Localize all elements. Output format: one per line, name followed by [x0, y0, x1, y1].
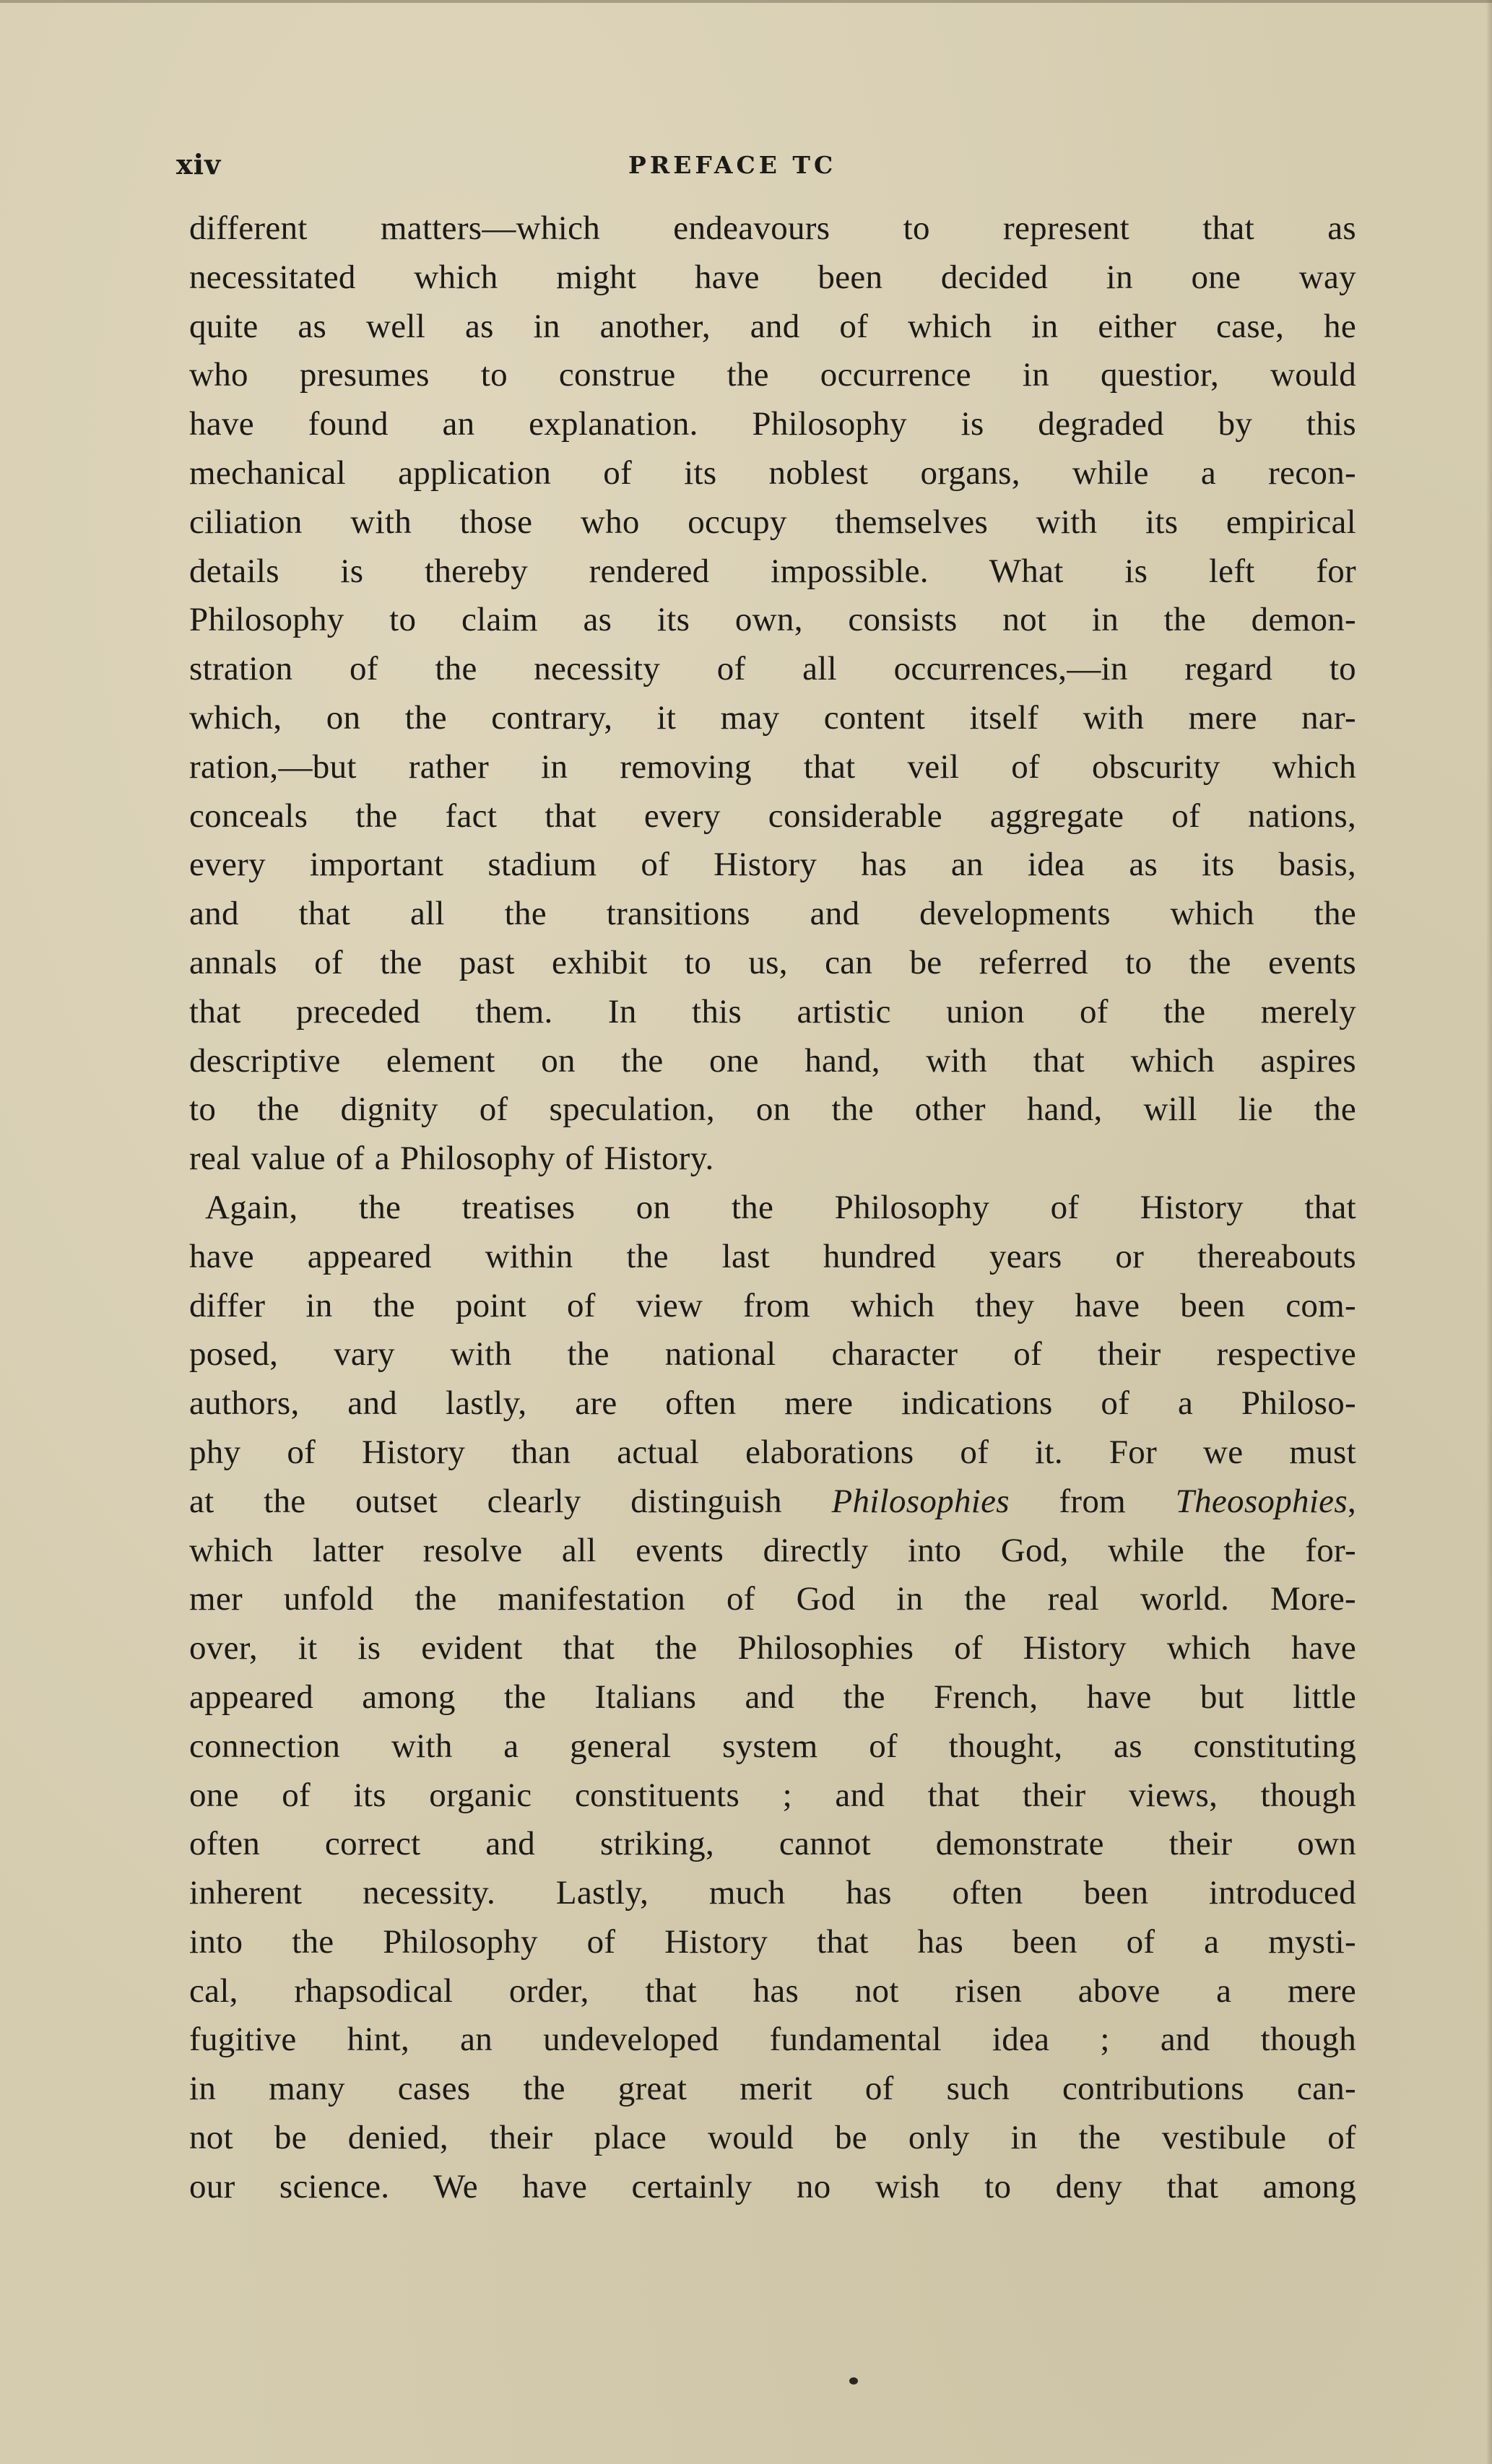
running-head [176, 148, 1361, 191]
text-line: Philosophy to claim as its own, consists not in the demon- [189, 601, 1356, 639]
running-head-title: PREFACE TC [628, 151, 837, 179]
text-segment: from [1009, 1482, 1176, 1520]
text-line: our science. We have certainly no wish to deny that among [189, 2167, 1356, 2205]
text-line: connection with a general system of thought, as constituting [189, 1727, 1356, 1765]
text-line: differ in the point of view from which they have been com- [189, 1286, 1356, 1324]
text-line: fugitive hint, an undeveloped fundamental idea ; and though [189, 2021, 1356, 2059]
text-line [189, 1478, 1356, 1527]
text-line: details is thereby rendered impossible. What is left for [189, 552, 1356, 590]
text-line: mer unfold the manifestation of God in the real world. More- [189, 1580, 1356, 1618]
text-segment: , [1347, 1482, 1356, 1520]
text-line: in many cases the great merit of such contributions can- [189, 2070, 1356, 2108]
text-line: and that all the transitions and developments which the [189, 895, 1356, 933]
text-segment: at the outset clearly distinguish [189, 1482, 832, 1520]
text-line: who presumes to construe the occurrence in questior, would [189, 356, 1356, 394]
text-line: annals of the past exhibit to us, can be referred to the events [189, 943, 1356, 981]
text-line: mechanical application of its noblest organs, while a recon- [189, 454, 1356, 492]
text-line: which latter resolve all events directly into God, while the for- [189, 1531, 1356, 1569]
text-line: different matters—which endeavours to represent that as [189, 209, 1356, 247]
italic-term: Philosophies [831, 1482, 1010, 1520]
text-line: into the Philosophy of History that has been of a mysti- [189, 1922, 1356, 1961]
text-line: Again, the treatises on the Philosophy of History that [205, 1188, 1356, 1226]
text-line: appeared among the Italians and the French, have but little [189, 1678, 1356, 1716]
text-line: real value of a Philosophy of History. [189, 1140, 714, 1178]
text-line: descriptive element on the one hand, with that which aspires [189, 1041, 1356, 1080]
text-line: ration,—but rather in removing that veil of obscurity which [189, 747, 1356, 786]
text-line: have found an explanation. Philosophy is degraded by this [189, 405, 1356, 443]
text-line: to the dignity of speculation, on the other hand, will lie the [189, 1090, 1356, 1129]
text-line: conceals the fact that every considerable aggregate of nations, [189, 797, 1356, 835]
text-line: often correct and striking, cannot demonstrate their own [189, 1825, 1356, 1863]
text-line: one of its organic constituents ; and that their views, though [189, 1776, 1356, 1814]
italic-term: Theosophies [1175, 1482, 1348, 1520]
text-line: quite as well as in another, and of which in either case, he [189, 307, 1356, 345]
text-line: that preceded them. In this artistic union of the merely [189, 992, 1356, 1031]
text-line: every important stadium of History has an idea as its basis, [189, 846, 1356, 884]
text-line: have appeared within the last hundred years or thereabouts [189, 1237, 1356, 1275]
text-line: which, on the contrary, it may content itself with mere nar- [189, 698, 1356, 737]
text-line: stration of the necessity of all occurrences,—in regard to [189, 650, 1356, 688]
text-line: inherent necessity. Lastly, much has often been introduced [189, 1874, 1356, 1912]
page-number: xiv [176, 148, 222, 181]
text-line: necessitated which might have been decided in one way [189, 258, 1356, 296]
text-line: over, it is evident that the Philosophies of History which have [189, 1629, 1356, 1667]
text-line: authors, and lastly, are often mere indications of a Philoso- [189, 1384, 1356, 1423]
page-top-edge [0, 0, 1492, 3]
body-text [189, 204, 1356, 2212]
ink-speck [849, 2377, 858, 2385]
page-right-edge [1486, 0, 1492, 2464]
text-line: not be denied, their place would be only in the vestibule of [189, 2119, 1356, 2157]
text-line: phy of History than actual elaborations of it. For we must [189, 1433, 1356, 1471]
text-line: posed, vary with the national character of their respective [189, 1335, 1356, 1374]
text-line: cal, rhapsodical order, that has not risen above a mere [189, 1971, 1356, 2010]
text-line: ciliation with those who occupy themselves with its empirical [189, 503, 1356, 541]
